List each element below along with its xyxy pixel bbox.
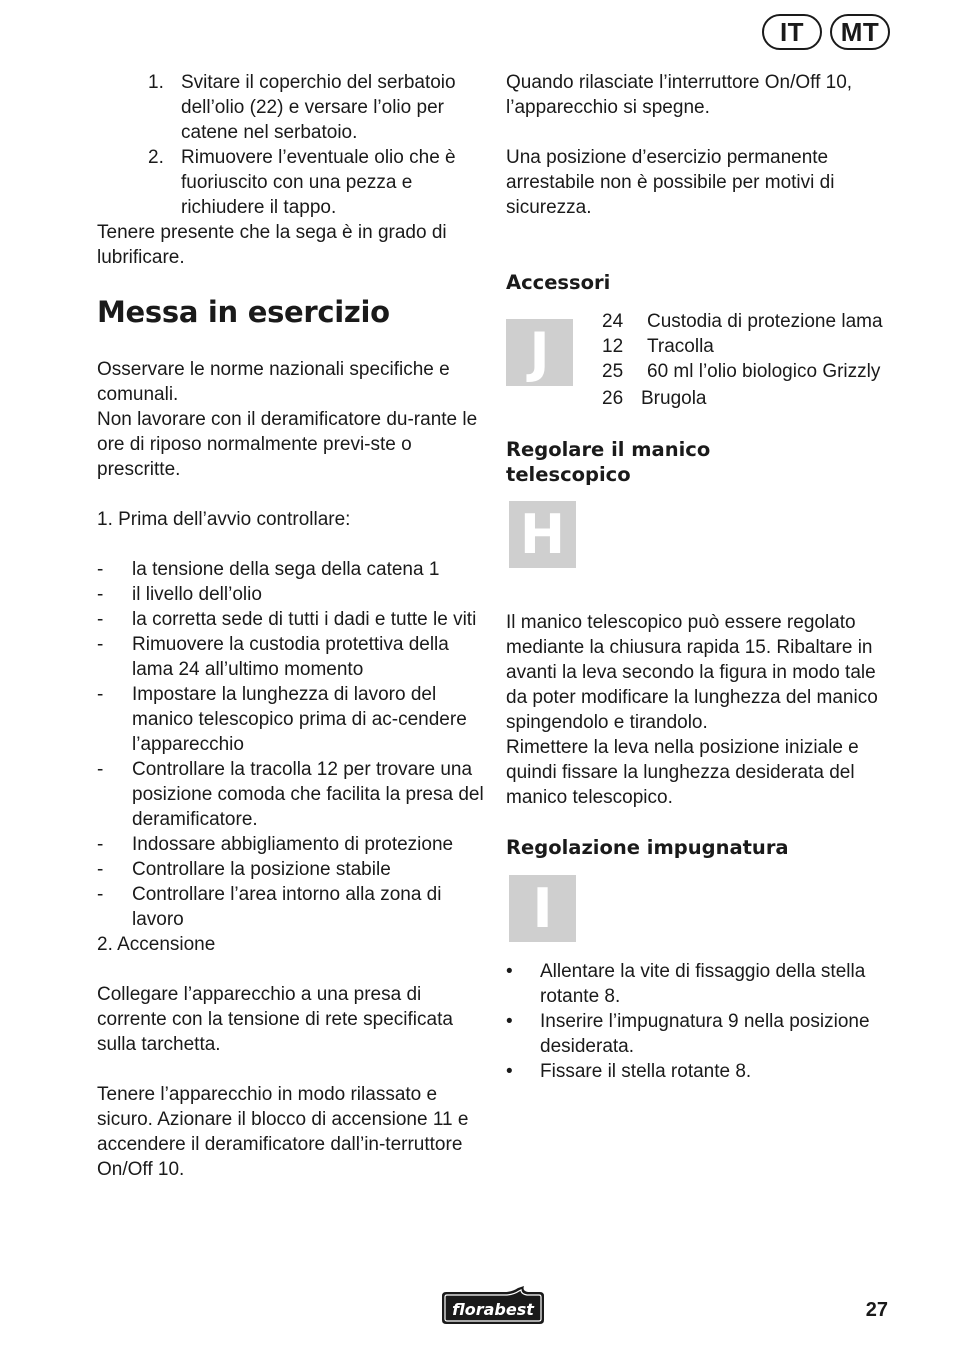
impugnatura-heading: Regolazione impugnatura bbox=[506, 836, 789, 859]
check-text: Indossare abbigliamento di protezione bbox=[132, 834, 454, 855]
step-text: Fissare il stella rotante 8. bbox=[540, 1061, 752, 1082]
list-item bbox=[506, 959, 896, 1009]
step-text: Svitare il coperchio del serbatoio dell’olio (22) e versare l’olio per catene nel serbatoio. bbox=[181, 72, 456, 143]
list-item bbox=[97, 557, 485, 582]
step-number: 2. bbox=[148, 147, 164, 168]
accessori-section bbox=[506, 309, 896, 411]
permanent-position-text: Una posizione d’esercizio permanente arrestabile non è possibile per motivi di sicurezza. bbox=[506, 147, 835, 218]
step-text: Rimuovere l’eventuale olio che è fuoriuscito con una pezza e richiudere il tappo. bbox=[181, 147, 456, 218]
accessory-number: 24 bbox=[602, 311, 624, 332]
check-text: il livello dell’olio bbox=[132, 584, 262, 605]
left-column bbox=[97, 70, 485, 1182]
check-text: Impostare la lunghezza di lavoro del manico telescopico prima di ac-cendere l’apparecchio bbox=[132, 684, 467, 755]
accessori-list bbox=[602, 309, 883, 411]
step-text: Allentare la vite di fissaggio della stella rotante 8. bbox=[540, 961, 866, 1007]
page-number: 27 bbox=[865, 1299, 888, 1321]
accessory-number: 26 bbox=[602, 388, 624, 409]
release-switch-text: Quando rilasciate l’interruttore On/Off 10, l’apparecchio si spegne. bbox=[506, 72, 853, 118]
language-badges bbox=[762, 14, 890, 50]
manico-fix-text: Rimettere la leva nella posizione iniziale e quindi fissare la lunghezza desiderata del manico telescopico. bbox=[506, 737, 859, 808]
list-item bbox=[97, 757, 485, 832]
dash-marker: - bbox=[97, 634, 104, 655]
dash-marker: - bbox=[97, 559, 104, 580]
figure-j-label: J bbox=[506, 319, 573, 386]
dash-marker: - bbox=[97, 609, 104, 630]
logo-wordmark: florabest bbox=[452, 1300, 534, 1319]
list-item bbox=[97, 632, 485, 682]
dash-marker: - bbox=[97, 884, 104, 905]
figure-h-label: H bbox=[509, 501, 576, 568]
step-text: Inserire l’impugnatura 9 nella posizione desiderata. bbox=[540, 1011, 870, 1057]
list-item bbox=[97, 582, 485, 607]
accensione-start-text: Tenere l’apparecchio in modo rilassato e sicuro. Azionare il blocco di accensione 11 e accendere il deramificatore dall’in-terruttore On/Off 10. bbox=[97, 1084, 469, 1180]
section-heading-messa-in-esercizio: Messa in esercizio bbox=[97, 295, 390, 329]
right-column bbox=[506, 70, 896, 1084]
accensione-connect-text: Collegare l’apparecchio a una presa di corrente con la tensione di rete specificata sulla tarchetta. bbox=[97, 984, 453, 1055]
dash-marker: - bbox=[97, 584, 104, 605]
list-item bbox=[602, 309, 883, 334]
accessori-heading: Accessori bbox=[506, 271, 611, 294]
list-item bbox=[506, 1009, 896, 1059]
accensione-title: 2. Accensione bbox=[97, 934, 216, 955]
accessory-text: Brugola bbox=[641, 388, 707, 409]
step-number: 1. bbox=[148, 72, 164, 93]
manico-adjust-text: Il manico telescopico può essere regolato mediante la chiusura rapida 15. Ribaltare in avanti la leva secondo la figura in modo tale da poter modificare la lunghezza del manico spingendolo e tirandolo. bbox=[506, 612, 878, 733]
oil-fill-steps bbox=[97, 70, 485, 220]
lang-badge-mt: MT bbox=[830, 14, 890, 50]
check-text: la corretta sede di tutti i dadi e tutte le viti bbox=[132, 609, 477, 630]
list-item bbox=[602, 386, 883, 411]
list-item bbox=[602, 334, 883, 359]
list-item bbox=[506, 1059, 896, 1084]
list-item bbox=[602, 359, 883, 384]
oil-step bbox=[97, 70, 485, 145]
check-text: Controllare l’area intorno alla zona di lavoro bbox=[132, 884, 442, 930]
list-item bbox=[97, 682, 485, 757]
dash-marker: - bbox=[97, 684, 104, 705]
intro-norms: Osservare le norme nazionali specifiche e comunali. bbox=[97, 359, 450, 405]
pre-start-checklist bbox=[97, 557, 485, 932]
dash-marker: - bbox=[97, 759, 104, 780]
check-text: la tensione della sega della catena 1 bbox=[132, 559, 440, 580]
accessory-text: Custodia di protezione lama bbox=[647, 311, 883, 332]
intro-quiet-hours: Non lavorare con il deramificatore du-rante le ore di riposo normalmente previ-ste o prescritte. bbox=[97, 409, 478, 480]
dash-marker: - bbox=[97, 834, 104, 855]
lubricate-note: Tenere presente che la sega è in grado di lubrificare. bbox=[97, 222, 447, 268]
list-item bbox=[97, 832, 485, 857]
bullet-marker: • bbox=[506, 961, 513, 982]
lang-badge-it: IT bbox=[762, 14, 822, 50]
figure-i-label: I bbox=[509, 875, 576, 942]
oil-step bbox=[97, 145, 485, 220]
bullet-marker: • bbox=[506, 1061, 513, 1082]
list-item bbox=[97, 607, 485, 632]
manico-heading: Regolare il manico telescopico bbox=[506, 438, 711, 486]
list-item bbox=[97, 857, 485, 882]
check-text: Controllare la posizione stabile bbox=[132, 859, 391, 880]
check-text: Controllare la tracolla 12 per trovare una posizione comoda che facilita la presa del deramificatore. bbox=[132, 759, 484, 830]
dash-marker: - bbox=[97, 859, 104, 880]
accessory-text: Tracolla bbox=[647, 336, 714, 357]
list-item bbox=[97, 882, 485, 932]
check-text: Rimuovere la custodia protettiva della lama 24 all’ultimo momento bbox=[132, 634, 449, 680]
accessory-number: 25 bbox=[602, 361, 624, 382]
accessory-number: 12 bbox=[602, 336, 624, 357]
impugnatura-steps bbox=[506, 959, 896, 1084]
accessory-text: 60 ml l’olio biologico Grizzly bbox=[647, 361, 881, 382]
florabest-logo bbox=[438, 1286, 548, 1326]
pre-start-check-title: 1. Prima dell’avvio controllare: bbox=[97, 509, 351, 530]
bullet-marker: • bbox=[506, 1011, 513, 1032]
